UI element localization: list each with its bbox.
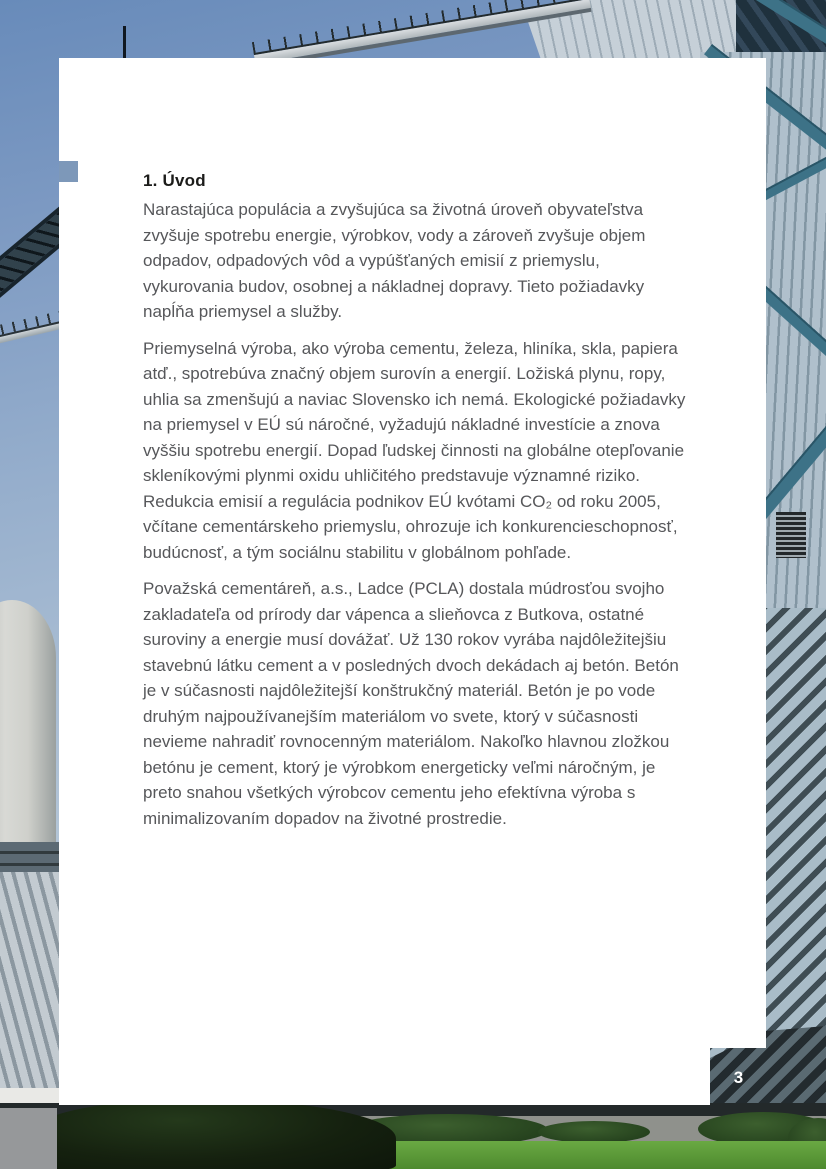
body-paragraph: Považská cementáreň, a.s., Ladce (PCLA) dostala múdrosťou svojho zakladateľa od prírody dar vápenca a slieňovca z Butkova, ostatné suroviny a energie musí dovážať. Už 130 rokov vyrába najdôležitejšiu stavebnú látku cement a v posledných dvoch dekádach aj betón. Betón je v súčasnosti najdôležitejší konštrukčný materiál. Betón je po vode druhým najpoužívanejším materiálom vo svete, ktorý v súčasnosti nevieme nahradiť rovnocenným materiálom. Nakoľko hlavnou zložkou betónu je cement, ktorý je výrobkom energeticky veľmi náročným, je preto snahou všetkých výrobcov cementu jeho efektívna výroba s minimalizovaním dopadov na životné prostredie. (143, 579, 679, 828)
chapter-heading: 1. Úvod (143, 171, 206, 191)
body-paragraph: Priemyselná výroba, ako výroba cementu, železa, hliníka, skla, papiera atď., spotrebúva značný objem surovín a energií. Ložiská plynu, ropy, uhlia sa zmenšujú a naviac Slovensko ich nemá. Ekologické požiadavky na priemysel v EÚ sú náročné, vyžadujú nákladné investície a znova vyššiu spotrebu energií. Dopad ľudskej činnosti na globálne otepľovanie skleníkovými plynmi oxidu uhličitého predstavuje významné riziko. Redukcia emisií a regulácia podnikov EÚ kvótami CO₂ od roku 2005, včítane cementárskeho priemyslu, ohrozuje ich konkurencieschopnosť, budúcnosť, a tým sociálnu stabilitu v globálnom pohľade. (143, 338, 686, 562)
page-number (711, 1048, 766, 1105)
page-number-value: 3 (733, 1067, 744, 1087)
chapter-accent-tab (59, 161, 78, 182)
body-text (143, 197, 690, 842)
body-paragraph: Narastajúca populácia a zvyšujúca sa životná úroveň obyvateľstva zvyšuje spotrebu energie, výrobkov, vody a zároveň zvyšuje objem odpadov, odpadových vôd a vypúšťaných emisií z priemyslu, vykurovania budov, osobnej a nákladnej dopravy. Tieto požiadavky napĺňa priemysel a služby. (143, 200, 646, 321)
